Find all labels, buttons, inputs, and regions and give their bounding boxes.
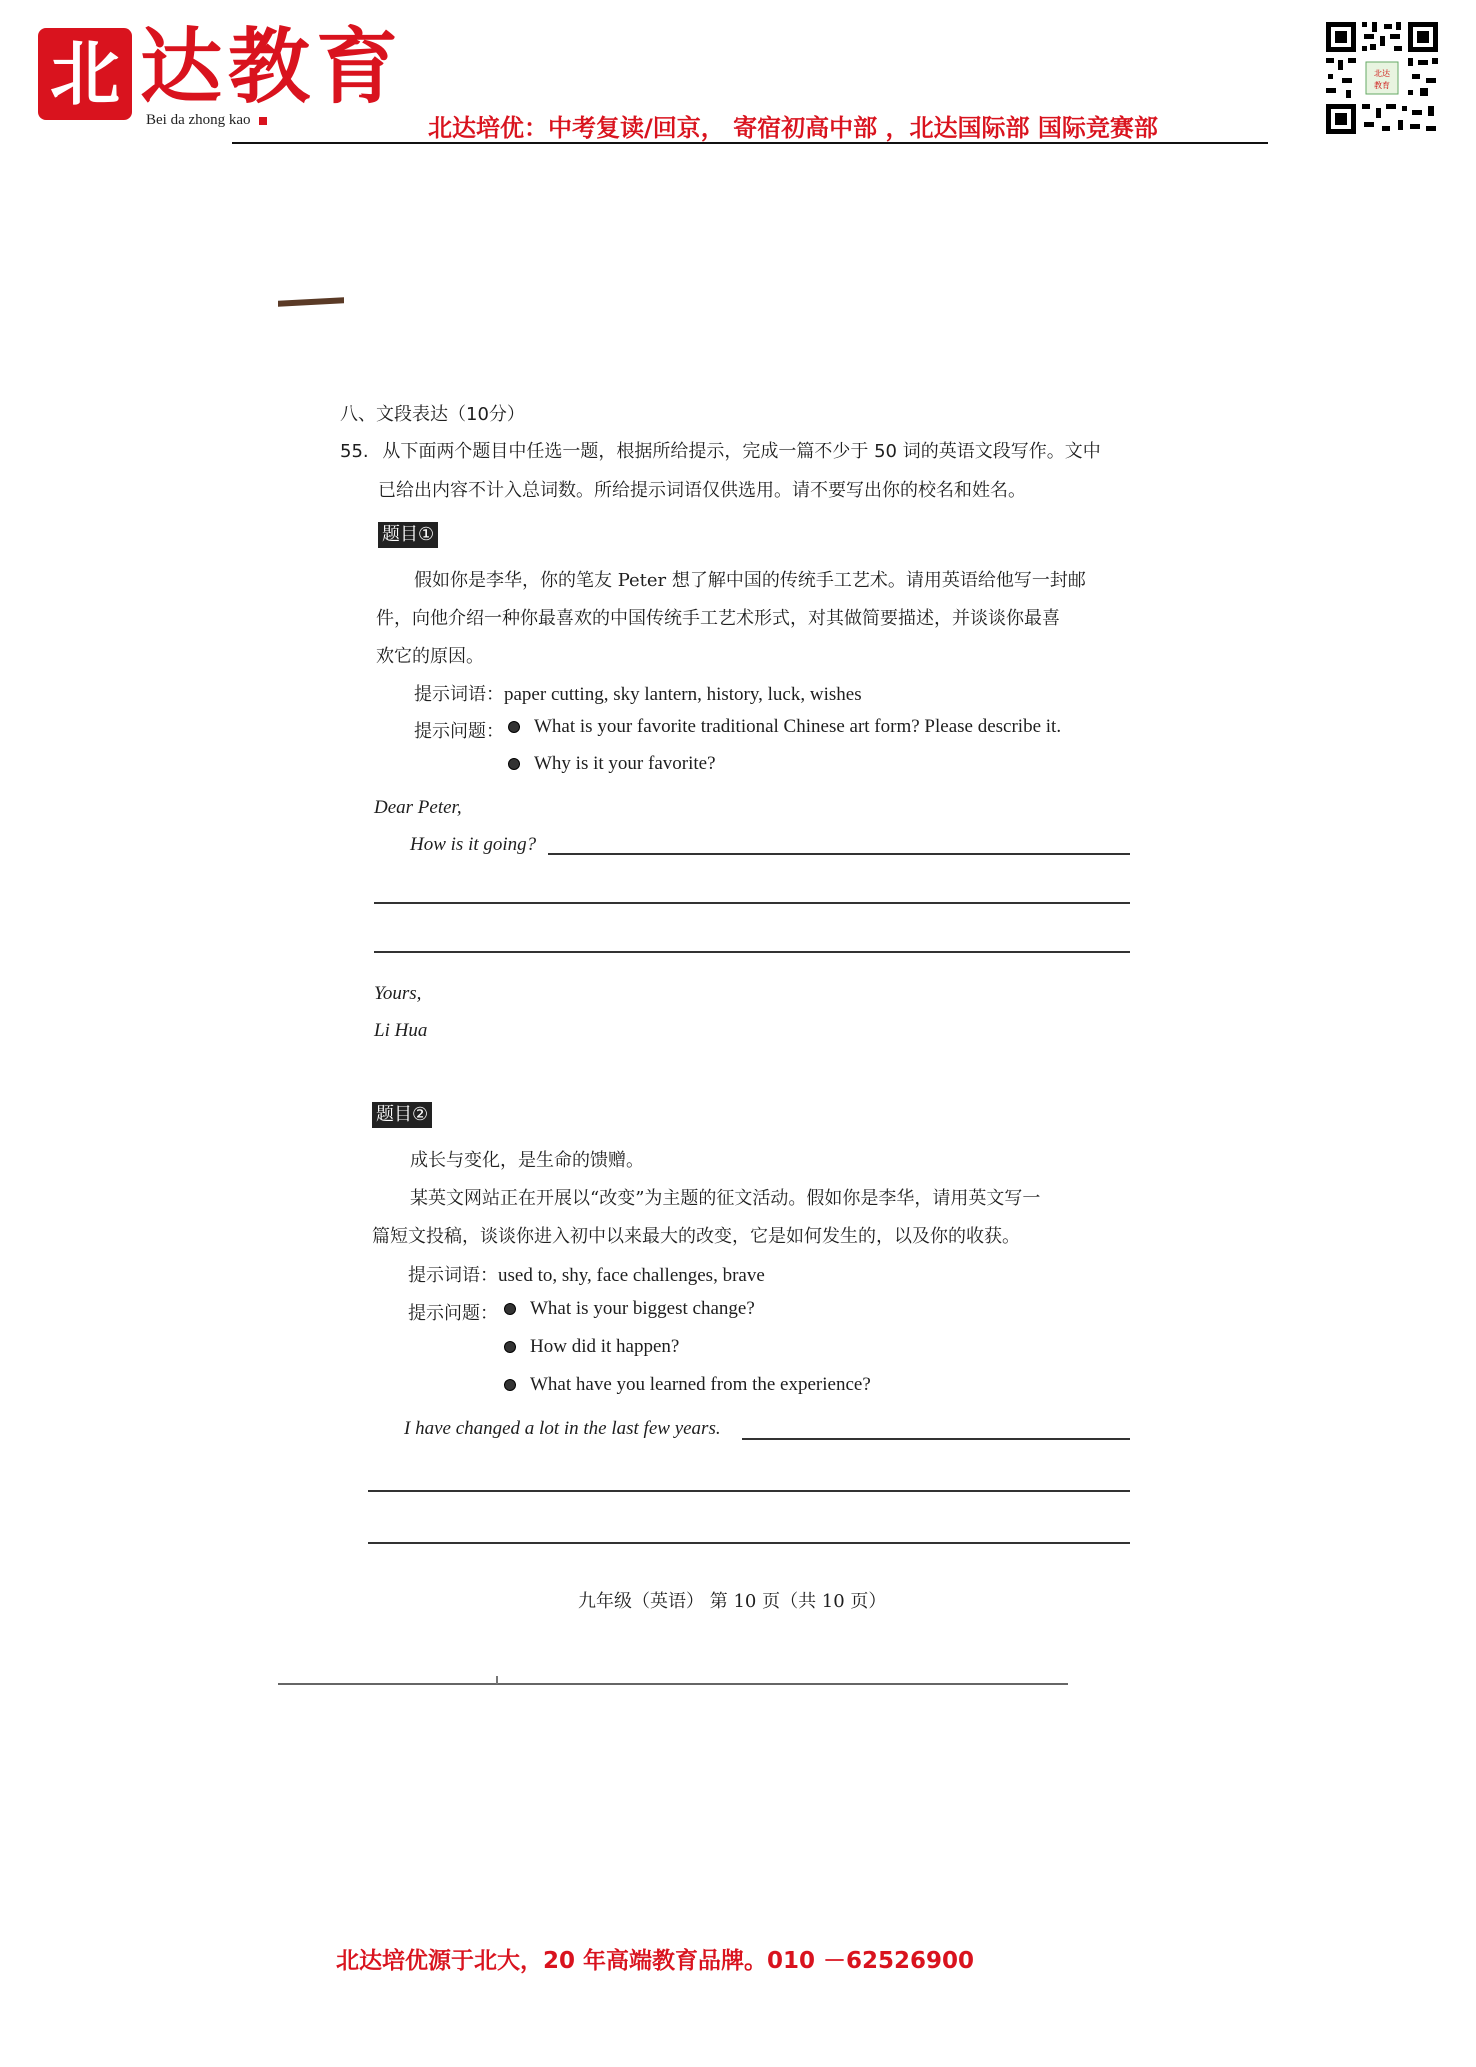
bullet-icon <box>508 721 520 733</box>
logo-pinyin-text: Bei da zhong kao <box>146 112 251 128</box>
bullet-icon <box>504 1379 516 1391</box>
hint-words-label: 提示词语： <box>408 1265 498 1286</box>
hint-words-text: used to, shy, face challenges, brave <box>498 1265 765 1286</box>
bullet-icon <box>508 758 520 770</box>
qr-code-icon <box>1322 18 1442 138</box>
topic1-badge: 题目① <box>378 522 438 548</box>
logo-mark <box>38 28 132 120</box>
svg-text:北达: 北达 <box>1374 69 1390 78</box>
topic1-question-2 <box>508 753 716 775</box>
topic2-hint-words <box>408 1261 765 1287</box>
letter-signature: Li Hua <box>374 1020 428 1041</box>
question-instruction <box>340 437 1101 463</box>
question-text: What is your favorite traditional Chinese art form? Please describe it. <box>534 716 1062 737</box>
answer-line[interactable] <box>374 902 1130 904</box>
instruction-line-2: 已给出内容不计入总词数。所给提示词语仅供选用。请不要写出你的校名和姓名。 <box>378 480 1026 501</box>
hint-words-text: paper cutting, sky lantern, history, luck, wishes <box>504 684 862 705</box>
answer-line[interactable] <box>742 1438 1130 1440</box>
question-number: 55. <box>340 441 369 462</box>
letter-greeting: Dear Peter, <box>374 797 462 818</box>
header-slogan: 北达培优：中考复读/回京， 寄宿初高中部 ，北达国际部 国际竞赛部 <box>428 114 1158 142</box>
question-text: Why is it your favorite? <box>534 753 716 774</box>
logo-pinyin <box>146 112 267 129</box>
scan-edge-line <box>278 1683 1068 1685</box>
bullet-icon <box>504 1303 516 1315</box>
answer-line[interactable] <box>548 853 1130 855</box>
topic2-question-1 <box>504 1298 755 1320</box>
topic2-question-2 <box>504 1336 679 1358</box>
logo-text: 达教育 <box>140 19 405 115</box>
header-divider <box>232 142 1268 144</box>
instruction-line-1: 从下面两个题目中任选一题，根据所给提示，完成一篇不少于 50 词的英语文段写作。文中 <box>382 441 1101 462</box>
answer-line[interactable] <box>368 1490 1130 1492</box>
topic1-hint-words <box>414 680 862 706</box>
topic2-badge: 题目② <box>372 1102 432 1128</box>
section-title: 八、文段表达（10分） <box>340 404 525 425</box>
scan-edge-mark <box>278 297 344 306</box>
bullet-icon <box>504 1341 516 1353</box>
topic2-para-line-2: 某英文网站正在开展以“改变”为主题的征文活动。假如你是李华，请用英文写一 <box>410 1188 1041 1209</box>
question-text: What have you learned from the experience? <box>530 1374 871 1395</box>
scan-edge-tick <box>496 1676 498 1684</box>
logo-square-icon <box>259 117 267 125</box>
answer-line[interactable] <box>374 951 1130 953</box>
answer-line[interactable] <box>368 1542 1130 1544</box>
page-number: 九年级（英语） 第 10 页（共 10 页） <box>578 1591 887 1612</box>
letter-closing: Yours, <box>374 983 422 1004</box>
topic1-question-1 <box>508 716 1061 738</box>
svg-text:教育: 教育 <box>1374 81 1390 90</box>
topic2-para-line-3: 篇短文投稿，谈谈你进入初中以来最大的改变，它是如何发生的，以及你的收获。 <box>372 1226 1020 1247</box>
hint-words-label: 提示词语： <box>414 684 504 705</box>
question-text: How did it happen? <box>530 1336 680 1357</box>
letter-opening: How is it going? <box>410 834 537 855</box>
topic1-hint-questions-label: 提示问题： <box>414 721 504 742</box>
essay-opening: I have changed a lot in the last few years. <box>404 1418 721 1439</box>
question-text: What is your biggest change? <box>530 1298 755 1319</box>
topic2-hint-questions-label: 提示问题： <box>408 1303 498 1324</box>
logo-char: 北 <box>50 32 120 115</box>
bottom-slogan: 北达培优源于北大，20 年高端教育品牌。010 －62526900 <box>336 1948 975 1974</box>
topic2-question-3 <box>504 1374 871 1396</box>
topic1-para-line-1: 假如你是李华，你的笔友 Peter 想了解中国的传统手工艺术。请用英语给他写一封邮 <box>414 570 1086 591</box>
topic2-para-line-1: 成长与变化，是生命的馈赠。 <box>410 1150 644 1171</box>
topic1-para-line-3: 欢它的原因。 <box>376 646 484 667</box>
topic1-para-line-2: 件，向他介绍一种你最喜欢的中国传统手工艺术形式，对其做简要描述，并谈谈你最喜 <box>376 608 1060 629</box>
